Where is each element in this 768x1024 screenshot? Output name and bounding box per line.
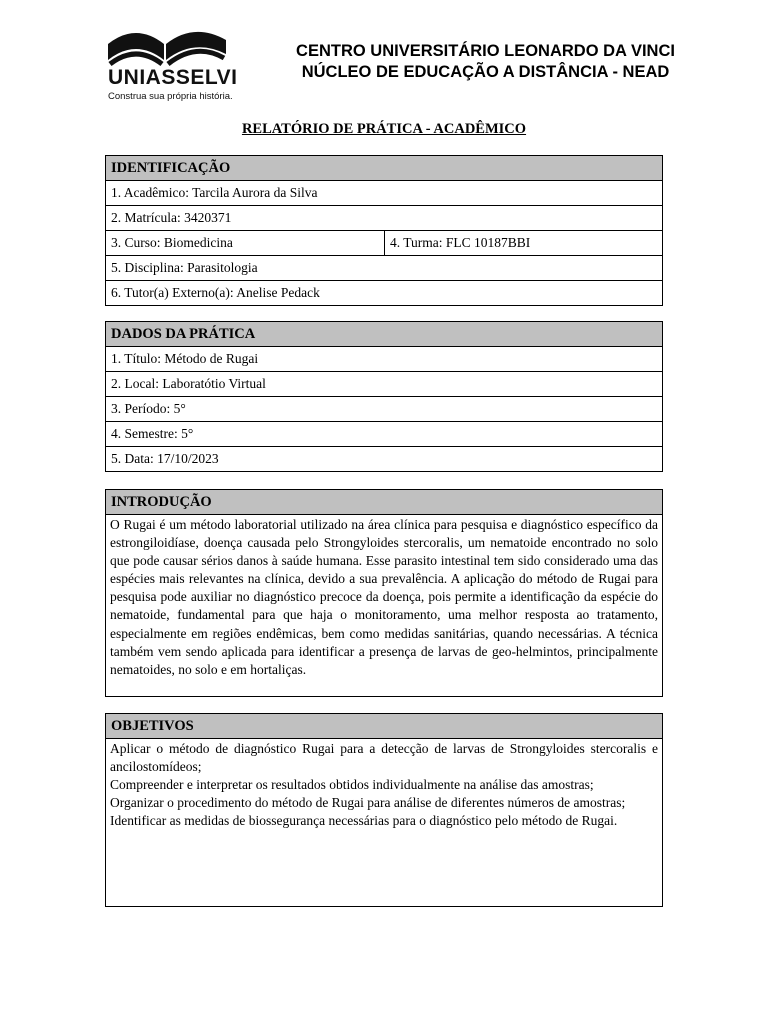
academico-field: 1. Acadêmico: Tarcila Aurora da Silva <box>106 181 663 206</box>
institution-unit: NÚCLEO DE EDUCAÇÃO A DISTÂNCIA - NEAD <box>301 63 670 81</box>
dados-pratica-table <box>105 321 663 472</box>
objetivo-item: Compreender e interpretar os resultados obtidos individualmente na análise das amostras; <box>110 777 594 793</box>
matricula-field: 2. Matrícula: 3420371 <box>106 206 663 231</box>
objetivo-item: Organizar o procedimento do método de Rugai para análise de diferentes números de amostras; <box>110 795 626 811</box>
data-field: 5. Data: 17/10/2023 <box>106 447 663 472</box>
introducao-section <box>105 489 663 697</box>
titulo-field: 1. Título: Método de Rugai <box>106 347 663 372</box>
introducao-heading: INTRODUÇÃO <box>106 490 662 515</box>
institution-name: CENTRO UNIVERSITÁRIO LEONARDO DA VINCI <box>296 42 675 60</box>
dados-pratica-heading: DADOS DA PRÁTICA <box>106 322 663 347</box>
semestre-field: 4. Semestre: 5° <box>106 422 663 447</box>
introducao-text: O Rugai é um método laboratorial utilizado na área clínica para pesquisa e diagnóstico específico da estrongiloidíase, doença causada pelo Strongyloides stercoralis, um nematoide encontrado no solo que pode causar sérios danos à saúde humana. Esse parasito intestinal tem sido considerado uma das espécies mais relevantes na clínica, devido a sua prevalência. A aplicação do método de Rugai para pesquisa pode auxiliar no diagnóstico precoce da doença, pois permite a identificação da espécie do nematoide, fundamental para que haja o monitoramento, uma melhor resposta ao tratamento, especialmente em regiões endêmicas, bem como medidas sanitárias, quando necessárias. A técnica também vem sendo aplicada para identificar a presença de larvas de geo-helmintos, principalmente nematoides, no solo e em hortaliças. <box>110 517 658 677</box>
objetivos-list <box>106 739 662 830</box>
disciplina-field: 5. Disciplina: Parasitologia <box>106 256 663 281</box>
turma-field: 4. Turma: FLC 10187BBI <box>385 231 663 256</box>
logo-tagline: Construa sua própria história. <box>108 91 233 102</box>
curso-field: 3. Curso: Biomedicina <box>106 231 385 256</box>
identificacao-table <box>105 155 663 306</box>
logo-wordmark: UNIASSELVI <box>108 66 238 89</box>
objetivos-heading: OBJETIVOS <box>106 714 662 739</box>
objetivos-section <box>105 713 663 907</box>
objetivo-item: Identificar as medidas de biossegurança necessárias para o diagnóstico pelo método de Rugai. <box>110 813 618 829</box>
periodo-field: 3. Período: 5° <box>106 397 663 422</box>
objetivo-item: Aplicar o método de diagnóstico Rugai para a detecção de larvas de Strongyloides stercoralis e ancilostomídeos; <box>110 741 658 775</box>
local-field: 2. Local: Laboratótio Virtual <box>106 372 663 397</box>
tutor-field: 6. Tutor(a) Externo(a): Anelise Pedack <box>106 281 663 306</box>
identificacao-heading: IDENTIFICAÇÃO <box>106 156 663 181</box>
document-title: RELATÓRIO DE PRÁTICA - ACADÊMICO <box>241 121 527 137</box>
